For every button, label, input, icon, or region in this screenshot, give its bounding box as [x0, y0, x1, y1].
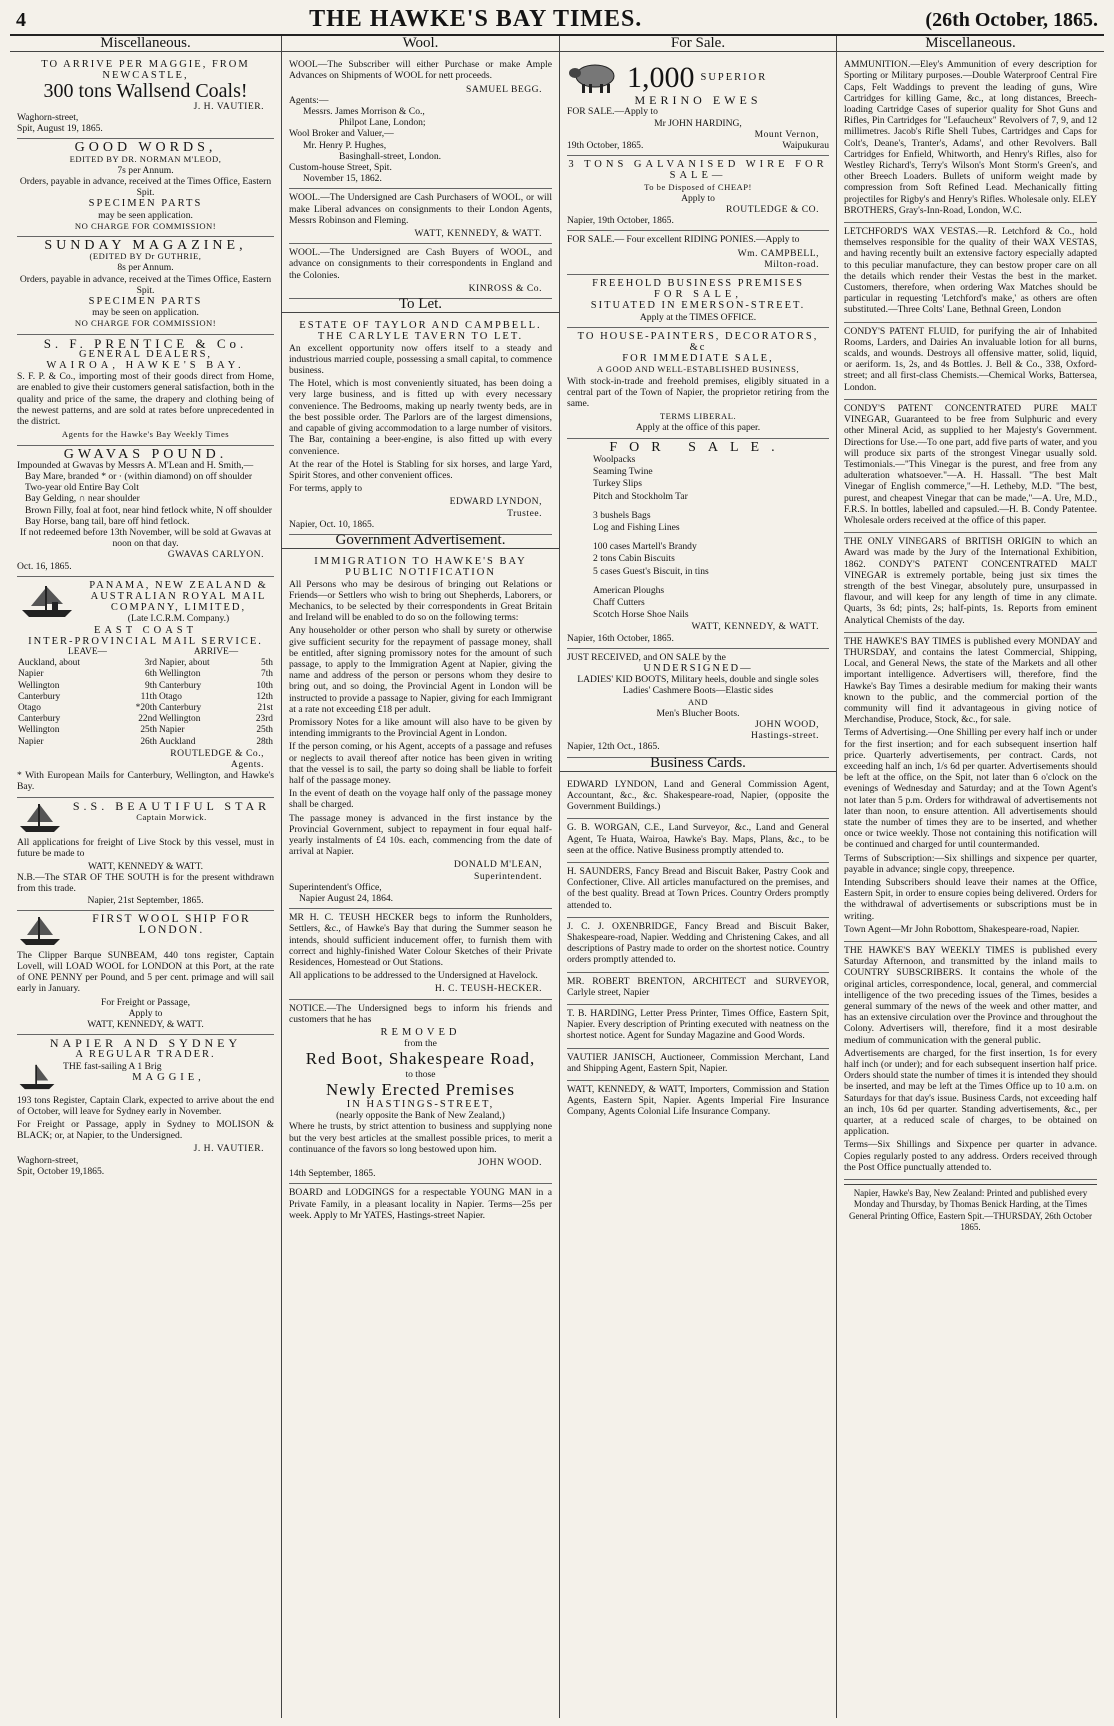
- table-row: Wellington 9th Canterbury 10th: [18, 680, 273, 691]
- ship-icon: [17, 914, 63, 948]
- list-item: Scotch Horse Shoe Nails: [593, 609, 689, 621]
- table-row: Napier 26th Auckland 28th: [18, 736, 273, 747]
- ship-icon: [17, 1061, 57, 1093]
- newspaper-title: THE HAWKE'S BAY TIMES.: [309, 6, 643, 32]
- column-miscellaneous-left: [10, 36, 282, 1718]
- list-item: Seaming Twine: [593, 466, 653, 478]
- list-item: 5 cases Guest's Biscuit, in tins: [593, 565, 709, 577]
- ad-sunday-magazine: SUNDAY MAGAZINE, (EDITED BY Dr GUTHRIE, 8s per Annum. Orders, payable in advance, received at the Times Office, Eastern Spit. SPECIMEN PARTS may be seen on application. NO CHARGE FOR COMMISSION!: [17, 237, 274, 335]
- ad-napier-sydney: NAPIER AND SYDNEY A REGULAR TRADER. THE fast-sailing A 1 Brig MAGGIE, 193 tons Register, Captain Clark, expected to arrive about the end of October, will leave for Sydney early in November. For Freight or Passage, apply in Sydney to MOLISON & BLACK; or, at Napier, to the Undersigned. J. H. VAUTIER. Waghorn-street, Spit, October 19,1865.: [17, 1036, 274, 1177]
- ad-immigration: IMMIGRATION TO HAWKE'S BAY PUBLIC NOTIFICATION All Persons who may be desirous of bringing out Relations or Friends—or Settlers who wish to bring out Shepherds, Laborers, or Mechanics, to be selected by their correspondents in Great Britain and Ireland will be enabled to do so on the following terms: Any householder or other person who shall by surety or otherwise give sufficient security for the repayment of passage money, shall be entitled, after signing promissory notes for the amount of such passage, to apply to the Immigration Agent at Napier, giving the name and address of the person or persons whom they desire to bring out, and so doing, the Provincial Agent in London will be instructed to provide a passage to Napier, giving for each Immigrant at a rate not exceeding £18 per adult. Promissory Notes for a like amount will also have to be given by intending immigrants to the Provincial Agent in London. If the person coming, or his Agent, accepts of a passage and refuses or neglects to avail thereof after notice has been given in writing that the vessel is to sail, the party so doing shall be liable to forfeit half of the passage money. In the event of death on the voyage half only of the passage money shall be charged. The passage money is advanced in the first instance by the Provincial Government, subject to repayment in four equal half-yearly instalments of £4 10s. each, commencing from the date of arrival at Napier. DONALD M'LEAN, Superintendent. Superintendent's Office, Napier August 24, 1864.: [289, 553, 552, 909]
- ad-beautiful-star: S.S. BEAUTIFUL STAR Captain Morwick. All applications for freight of Live Stock by this vessel, must in future be made to WATT, KENNEDY & WATT. N.B.—The STAR OF THE SOUTH is for the present withdrawn from this trade. Napier, 21st September, 1865.: [17, 798, 274, 911]
- column-heading: Wool.: [282, 38, 559, 52]
- sheep-icon: [567, 59, 621, 95]
- column-heading: Miscellaneous.: [10, 38, 281, 52]
- section-heading-to-let: To Let.: [282, 299, 559, 313]
- list-item: 3 bushels Bags: [593, 509, 651, 521]
- mail-schedule-table: [17, 647, 274, 748]
- business-card: EDWARD LYNDON, Land and General Commission Agent, Accountant, &c., &c. Shakespeare-road, Napier, (opposite the Government Buildings.): [567, 776, 829, 820]
- ad-carlyle-tavern: ESTATE OF TAYLOR AND CAMPBELL. THE CARLYLE TAVERN TO LET. An excellent opportunity now offers itself to a steady and industrious married couple, possessing a small capital, to commence business. The Hotel, which is most conveniently situated, has been doing a very large business, and is fitted up with every necessary convenience. The Bedrooms, making up nearly twenty beds, are in the best possible order. The Parlors are of the largest dimensions, and capable of giving accommodation to a large number of visitors. The Bar, containing a beer-engine, is also fitted up with every convenience. At the rear of the Hotel is Stabling for six horses, and large Yard, Spirit Stores, and other convenient offices. For terms, apply to EDWARD LYNDON, Trustee. Napier, Oct. 10, 1865.: [289, 317, 552, 535]
- list-item: Log and Fishing Lines: [593, 521, 680, 533]
- ad-good-words: GOOD WORDS, EDITED BY DR. NORMAN M'LEOD, 7s per Annum. Orders, payable in advance, received at the Times Office, Eastern Spit. SPECIMEN PARTS may be seen application. NO CHARGE FOR COMMISSION!: [17, 139, 274, 237]
- list-item: Woolpacks: [593, 453, 636, 465]
- list-item: Turkey Slips: [593, 478, 642, 490]
- ad-merino-ewes: 1,000 SUPERIOR MERINO EWES FOR SALE.—Apply to Mr JOHN HARDING, Mount Vernon, 19th October, 1865. Waipukurau: [567, 56, 829, 156]
- ad-times-publication: THE HAWKE'S BAY TIMES is published every MONDAY and THURSDAY, and contains the latest Commercial, Shipping, Local, and General News, the state of the Markets and all other important intelligence. Advertisers will, therefore, find the Hawke's Bay Times a desirable medium for making their wants known to the public, and the commercial portion of the community will find it advantageous in giving notice of Merchandise, Produce, Stock, &c., for sale. Terms of Advertising.—One Shilling per every half inch or under for the first insertion; and for each subsequent insertion half price. Quarterly advertisements, per contract. Cards, not exceeding half an inch, 1/s 6d per quarter. Advertisements should be left at the office, on the Spit, not later than 6 o'clock on the evenings of Wednesday and Saturday; and at the Town Agent's not later than 5 p.m. Orders for withdrawal of advertisements not later than noon, to ensure attention. All advertisements should state the number of times they are to be inserted, and whether once or twice weekly. Those not containing this notification will be continued and charged for until countermanded. Terms of Subscription:—Six shillings and sixpence per quarter, payable in advance; single copy, threepence. Intending Subscribers should leave their names at the Office, Eastern Spit, in order to ensure copies being delivered. Orders for the withdrawal of advertisements or subscriptions must be in writing. Town Agent—Mr John Robottom, Shakespeare-road, Napier.: [844, 633, 1097, 942]
- ad-panama-mail: PANAMA, NEW ZEALAND & AUSTRALIAN ROYAL MAIL COMPANY, LIMITED, (Late I.C.R.M. Company.) EAST COAST INTER-PROVINCIAL MAIL SERVICE. LEAVE— ARRIVE— Auckland, about 3rd Napier, about 5th Napier 6th Wellington 7th Wellington 9th Canterbury 10th Canterbury 11th Otago 12th Otago *20th Canterbury 21st Canterbury 22nd Wellington 23rd Wellington 25th Napier 25th Napier 26th Auckland 28th ROUTLEDGE & Co., Agents. * With European Mails for Canterbury, Wellington, and Hawke's Bay.: [17, 577, 274, 798]
- ad-british-vinegars: THE ONLY VINEGARS of BRITISH ORIGIN to which an Award was made by the Jury of the International Exhibition, 1862. CONDY'S PATENT CONCENTRATED MALT VINEGAR is extremely portable, being just six times the strength of the best Vinegar, absolutely pure, unsurpassed in flavour, and will keep for any length of time in any climate. Quarts, 3s 6d; pints, 2s; half-pints, 1s. Reports from eminent Analytical Chemists of the day.: [844, 533, 1097, 633]
- ad-just-received: JUST RECEIVED, and ON SALE by the UNDERSIGNED— LADIES' KID BOOTS, Military heels, double and single soles Ladies' Cashmere Boots—Elastic sides AND Men's Blucher Boots. JOHN WOOD, Hastings-street. Napier, 12th Oct., 1865.: [567, 649, 829, 758]
- ad-riding-ponies: FOR SALE.— Four excellent RIDING PONIES.—Apply to Wm. CAMPBELL, Milton-road.: [567, 231, 829, 275]
- business-card: T. B. HARDING, Letter Press Printer, Times Office, Eastern Spit, Napier. Every description of Printing executed with neatness on the shortest notice. Agent for Sunday Magazine and Good Words.: [567, 1005, 829, 1049]
- list-item: Chaff Cutters: [593, 596, 645, 608]
- business-card: H. SAUNDERS, Fancy Bread and Biscuit Baker, Pastry Cook and Confectioner, Clive. All articles manufactured on the premises, and of the best quality. Bread at Town Prices. Country Orders promptly attended to.: [567, 863, 829, 918]
- business-card: G. B. WORGAN, C.E., Land Surveyor, &c., Land and General Agent, Te Huata, Wairoa, Hawke's Bay. Maps, Plans, &c., to be seen at the office. Native Business promptly attended to.: [567, 819, 829, 863]
- table-row: Canterbury 11th Otago 12th: [18, 691, 273, 702]
- ad-condy-vinegar: CONDY'S PATENT CONCENTRATED PURE MALT VINEGAR, Guaranteed to be free from Sulphuric and every other Mineral Acid, as supplied to her Majesty's Government. Directions for Use.—To one part, add five parts of water, and you will produce six parts of the strongest Vinegar usually sold. Testimonials.—"This Vinegar is the purest, and free from any adulteration whatsoever."—A. H. Hassall. "The best Malt Vinegar of English commerce,"—H. Letheby, M.D. "The best, purest, and cheapest Vinegar that can be made,"—A. Ure, M.D., F.R.S. In bottles, labelled and capsuled.—H. B. Condy Patentee. Wholesale orders received at the office of this paper.: [844, 400, 1097, 533]
- goods-list: [567, 454, 829, 620]
- ad-teush-hecker: MR H. C. TEUSH HECKER begs to inform the Runholders, Settlers, &c., of Hawke's Bay that during the Summer season he intends, should sufficient inducement offer, to furnish them with correct and highly-finished Water Colour Sketches of their Private Residences, Homestead or Out Stations. All applications to be addressed to the Undersigned at Havelock. H. C. TEUSH-HECKER.: [289, 909, 552, 999]
- column-miscellaneous-right: [837, 36, 1104, 1718]
- table-row: Canterbury 22nd Wellington 23rd: [18, 714, 273, 725]
- table-row: Auckland, about 3rd Napier, about 5th: [18, 658, 273, 669]
- list-item: 2 tons Cabin Biscuits: [593, 553, 675, 565]
- ad-john-wood-removed: NOTICE.—The Undersigned begs to inform his friends and customers that he has REMOVED from the Red Boot, Shakespeare Road, to those Newly Erected Premises IN HASTINGS-STREET, (nearly opposite the Bank of New Zealand,) Where he trusts, by strict attention to business and supplying none but the very best articles at the smallest possible prices, to merit a continuance of the favors so long bestowed upon him. JOHN WOOD. 14th September, 1865.: [289, 1000, 552, 1185]
- issue-date: (26th October, 1865.: [925, 9, 1098, 31]
- ad-gwavas-pound: GWAVAS POUND. Impounded at Gwavas by Messrs A. M'Lean and H. Smith,— Bay Mare, branded * or · (within diamond) on off shoulder Two-year old Entire Bay Colt Bay Gelding, ∩ near shoulder Brown Filly, foal at foot, near hind fetlock white, N off shoulder Bay Horse, bang tail, bare off hind fetlock. If not redeemed before 13th November, will be sold at Gwavas at noon on that day. GWAVAS CARLYON. Oct. 16, 1865.: [17, 446, 274, 577]
- table-row: Otago *20th Canterbury 21st: [18, 702, 273, 713]
- section-heading-government: Government Advertisement.: [282, 535, 559, 549]
- ad-eley-ammunition: AMMUNITION.—Eley's Ammunition of every description for Sporting or Military purposes.—Double Waterproof Central Fire Caps, Felt Waddings to prevent the leading of guns, Wire Cartridges for killing Game, &c., at long distances, Breech-loading Cartridge Cases of superior quality for Shot Guns and Rifles, Pin Cartridges for "Lefaucheux" Revolvers of 7, 9, and 12 millimetres. Jacob's Rifle Shell Tubes, Cartridges and Caps for Colt's, Deane's, Tranter's, Adams', and other Revolvers. Ball Cartridges for Enfield, Whitworth, and Henry's Rifles, also for Westley Richard's, Terry's Wilson's Mont Storm's Green's, and other Breech Loaders. Bullets of uniform weight made by compression from Soft Refined Lead. Mechanically fitting projectiles for Rigby's and Henry's Rifles. Wholesale only. ELEY BROTHERS, Gray's-Inn-Road, London, W.C.: [844, 56, 1097, 223]
- column-for-sale: [560, 36, 837, 1718]
- list-item: American Ploughs: [593, 584, 665, 596]
- masthead: [10, 6, 1104, 36]
- ad-freehold-premises: FREEHOLD BUSINESS PREMISES FOR SALE, SITUATED IN EMERSON-STREET. Apply at the TIMES OFFICE.: [567, 275, 829, 328]
- table-header-row: LEAVE— ARRIVE—: [68, 646, 239, 657]
- business-card: MR. ROBERT BRENTON, ARCHITECT and SURVEYOR, Carlyle street, Napier: [567, 973, 829, 1005]
- ad-weekly-times: THE HAWKE'S BAY WEEKLY TIMES is published every Saturday Afternoon, and transmitted by the inland mails to COUNTRY SUBSCRIBERS. It contains the whole of the original articles, correspondence, local, general, and commercial intelligence of the two preceding issues of the Times, besides a general summary of the news of the week and other matter, and has an extensive circulation over the Province and throughout the Colony. Advertisers will, therefore, find it a most desirable medium of communication with the general public. Advertisements are charged, for the first insertion, 1s for every half inch (or under); and for each subsequent insertion half price. Orders should state the number of times it is intended they should be inserted, and may be left at the Times Office up to 10 a.m. on Saturdays for that day's issue. Business Cards, not exceeding half an inch, 10s 6d per quarter. Standing advertisements, &c., per quarter, at a reduced scale of charges, to be obtained on application. Terms—Six Shillings and Sixpence per quarter in advance. Copies regularly posted to any address. Orders received through the Post Office punctually attended to.: [844, 942, 1097, 1180]
- ad-for-sale-goods: FOR SALE. Woolpacks Seaming Twine Turkey Slips Pitch and Stockholm Tar 3 bushels Bags Log and Fishing Lines 100 cases Martell's Brandy 2 tons Cabin Biscuits 5 cases Guest's Biscuit, in tins American Ploughs Chaff Cutters Scotch Horse Shoe Nails WATT, KENNEDY, & WATT. Napier, 16th October, 1865.: [567, 439, 829, 649]
- ad-kinross-wool: WOOL.—The Undersigned are Cash Buyers of WOOL, and advance on consignments to their correspondents in England and the Colonies. KINROSS & Co.: [289, 244, 552, 299]
- column-heading: Miscellaneous.: [837, 38, 1104, 52]
- ad-condy-fluid: CONDY'S PATENT FLUID, for purifying the air of Inhabited Rooms, Larders, and Dairies An invaluable lotion for all burns, scalds, and wounds. Destroys all offensive matter, solid, liquid, or aeriform. 1s, 2s, and 4s Bottles. J. Bell & Co., 338, Oxford-street; and all first-class Chemists.—Chemical Works, Battersea, London.: [844, 323, 1097, 400]
- table-row: Wellington 25th Napier 25th: [18, 725, 273, 736]
- table-row: Napier 6th Wellington 7th: [18, 669, 273, 680]
- page-number: 4: [16, 9, 26, 31]
- business-card: WATT, KENNEDY, & WATT, Importers, Commission and Station Agents, Eastern Spit, Napier. Agents Imperial Fire Insurance Company, Agents Colonial Life Insurance Company.: [567, 1084, 829, 1118]
- ad-first-wool-ship: FIRST WOOL SHIP FOR LONDON. The Clipper Barque SUNBEAM, 440 tons register, Captain Lovell, will LOAD WOOL for LONDON at this Port, at the rate of ONE PENNY per Pound, and 5 per cent. primage and will sail early in January. For Freight or Passage, Apply to WATT, KENNEDY, & WATT.: [17, 911, 274, 1035]
- list-item: 100 cases Martell's Brandy: [593, 541, 697, 553]
- printer-imprint: Napier, Hawke's Bay, New Zealand: Printed and published every Monday and Thursday, by Thomas Benick Harding, at the Times General Printing Office, Eastern Spit.—THURSDAY, 26th October 1865.: [844, 1184, 1097, 1233]
- ad-maggie-coals: TO ARRIVE PER MAGGIE, FROM NEWCASTLE, 300 tons Wallsend Coals! J. H. VAUTIER. Waghorn-street, Spit, August 19, 1865.: [17, 56, 274, 139]
- ad-prentice: S. F. PRENTICE & Co. GENERAL DEALERS, WAIROA, HAWKE'S BAY. S. F. P. & Co., importing most of their goods direct from Home, are enabled to give their customers general satisfaction, both in the quality and price of the same, the drapery and clothing being of the newest patterns, and are sold at rates before unprecedented in the district. Agents for the Hawke's Bay Weekly Times: [17, 335, 274, 446]
- ship-icon: [17, 801, 63, 835]
- section-heading-business-cards: Business Cards.: [560, 758, 836, 772]
- ship-icon: [17, 580, 77, 620]
- ad-board-lodgings: BOARD and LODGINGS for a respectable YOUNG MAN in a Private Family, in a pleasant locality in Napier. Terms—25s per week. Apply to Mr YATES, Hastings-street Napier.: [289, 1187, 552, 1221]
- list-item: Pitch and Stockholm Tar: [593, 490, 688, 502]
- ad-galvanised-wire: 3 TONS GALVANISED WIRE FOR SALE— To be Disposed of CHEAP! Apply to ROUTLEDGE & CO. Napier, 19th October, 1865.: [567, 156, 829, 231]
- business-card: VAUTIER JANISCH, Auctioneer, Commission Merchant, Land and Shipping Agent, Eastern Spit, Napier.: [567, 1049, 829, 1081]
- ad-letchford-vestas: LETCHFORD'S WAX VESTAS.—R. Letchford & Co., hold themselves responsible for the quality of their WAX VESTAS, and having recently built an extensive factory especially adapted to this peculiar manufacture, they can bestow proper care on all the details which render their Vestas the best in the market. Customers, therefore, when ordering Wax Matches should be particular in requesting 'Letchford's make,' as others are often substituted.—Three Colts' Lane, Bethnal Green, London: [844, 223, 1097, 323]
- ad-wkw-wool: WOOL.—The Undersigned are Cash Purchasers of WOOL, or will make Liberal advances on consignments to their London Agents, Messrs Robinson and Fleming. WATT, KENNEDY, & WATT.: [289, 189, 552, 244]
- ad-house-painters: TO HOUSE-PAINTERS, DECORATORS, &c FOR IMMEDIATE SALE, A GOOD AND WELL-ESTABLISHED BUSINESS, With stock-in-trade and freehold premises, eligibly situated in a central part of the Town of Napier, the proprietor retiring from the same. TERMS LIBERAL. Apply at the office of this paper.: [567, 328, 829, 439]
- column-heading: For Sale.: [560, 38, 836, 52]
- column-wool: [282, 36, 560, 1718]
- ad-samuel-begg: WOOL—The Subscriber will either Purchase or make Ample Advances on Shipments of WOOL for nett proceeds. SAMUEL BEGG. Agents:— Messrs. James Morrison & Co., Philpot Lane, London; Wool Broker and Valuer,— Mr. Henry P. Hughes, Basinghall-street, London. Custom-house Street, Spit. November 15, 1862.: [289, 56, 552, 189]
- business-card: J. C. J. OXENBRIDGE, Fancy Bread and Biscuit Baker, Shakespeare-road, Napier. Wedding and Christening Cakes, and all descriptions of Pastry made to order on the shortest notice. Country orders promptly attended to.: [567, 918, 829, 973]
